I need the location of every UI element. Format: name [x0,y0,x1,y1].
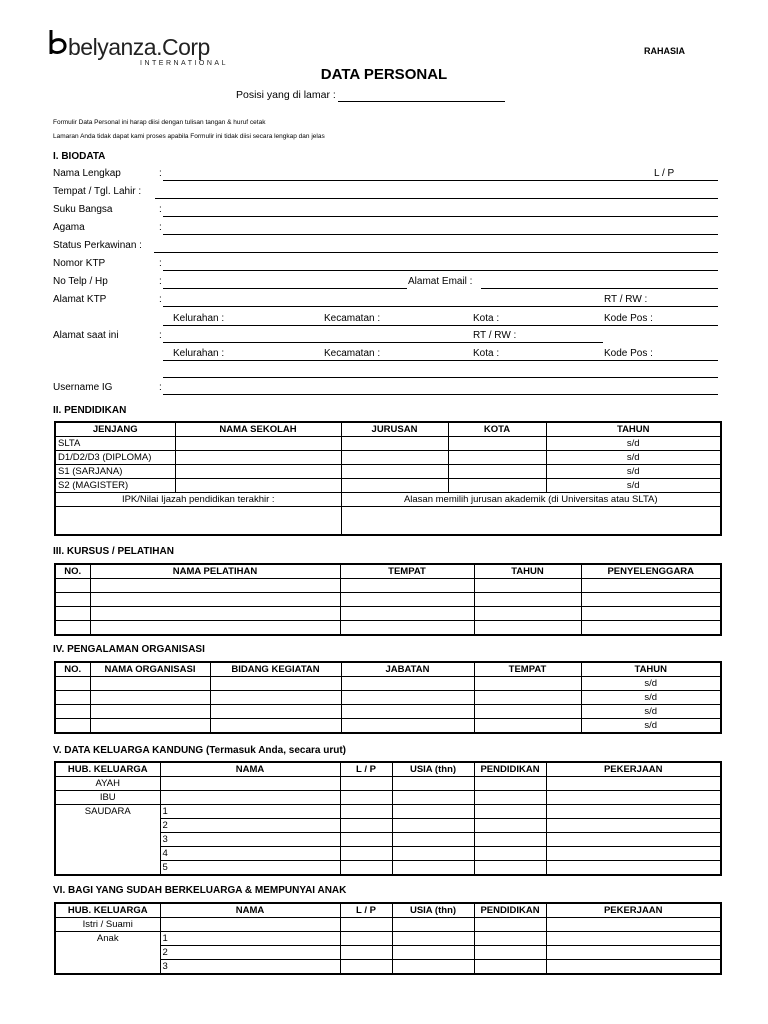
colon: : [159,382,162,393]
table-row[interactable] [55,593,721,607]
input-cell[interactable] [175,451,341,465]
colon: : [159,204,162,215]
label-ig: Username IG [53,382,113,393]
header-cell: NAMA SEKOLAH [175,422,341,437]
label-agama: Agama [53,222,85,233]
header-cell: L / P [340,762,392,777]
header-cell: PEKERJAAN [546,903,721,918]
label-kodepos: Kode Pos : [604,313,653,324]
section-biodata-title: I. BIODATA [53,151,106,162]
table-row[interactable] [55,465,721,479]
table-header-row [55,564,721,579]
row-number: 3 [160,960,340,975]
table-header-row [55,422,721,437]
relation-cell: Anak [55,932,160,975]
table-row[interactable] [55,705,721,719]
level-cell: S1 (SARJANA) [55,465,175,479]
year-cell[interactable]: s/d [546,465,721,479]
year-cell[interactable]: s/d [581,691,721,705]
table-row[interactable] [55,579,721,593]
header-cell: HUB. KELUARGA [55,762,160,777]
year-cell[interactable]: s/d [546,437,721,451]
input-ipk[interactable] [55,507,341,536]
colon: : [159,294,162,305]
label-nama: Nama Lengkap [53,168,121,179]
position-label: Posisi yang di lamar : [236,89,336,101]
input-agama[interactable] [163,234,718,235]
ipk-label: IPK/Nilai Ijazah pendidikan terakhir : [55,493,341,507]
header-cell: HUB. KELUARGA [55,903,160,918]
input-cell[interactable] [448,479,546,493]
course-table [54,563,722,636]
table-row[interactable] [55,777,721,791]
input-ktp[interactable] [163,270,718,271]
header-cell: TAHUN [546,422,721,437]
label-kecamatan: Kecamatan : [324,313,381,324]
reason-label: Alasan memilih jurusan akademik (di Universitas atau SLTA) [341,493,721,507]
header-cell: JENJANG [55,422,175,437]
input-ig[interactable] [163,394,718,395]
table-header-row [55,662,721,677]
label-kota: Kota : [473,313,500,324]
label-kelurahan-2: Kelurahan : [173,348,225,359]
input-cell[interactable] [448,437,546,451]
table-row[interactable] [55,918,721,932]
input-alamat-extra[interactable] [163,377,718,378]
input-email[interactable] [481,288,718,289]
table-row[interactable] [55,451,721,465]
input-alamat-ini[interactable] [163,342,603,343]
level-cell: S2 (MAGISTER) [55,479,175,493]
row-number: 2 [160,946,340,960]
header-cell: PENYELENGGARA [581,564,721,579]
label-ttl: Tempat / Tgl. Lahir : [53,186,142,197]
input-cell[interactable] [448,465,546,479]
input-cell[interactable] [341,479,448,493]
header-cell: NO. [55,564,90,579]
header-cell: TAHUN [474,564,581,579]
label-kodepos-2: Kode Pos : [604,348,653,359]
header-cell: USIA (thn) [392,762,474,777]
label-alamat-ktp: Alamat KTP [53,294,107,305]
row-number: 2 [160,819,340,833]
header-cell: KOTA [448,422,546,437]
input-alamat-detail[interactable] [163,360,718,361]
input-ttl[interactable] [155,198,718,199]
input-nama[interactable] [163,180,718,181]
header-cell: TAHUN [581,662,721,677]
colon: : [159,222,162,233]
input-cell[interactable] [341,451,448,465]
table-row[interactable] [55,677,721,691]
header-cell: PENDIDIKAN [474,903,546,918]
colon: : [159,258,162,269]
table-row[interactable] [55,791,721,805]
section-kursus-title: III. KURSUS / PELATIHAN [53,546,174,557]
logo-text: belyanza.Corp [68,34,210,60]
input-suku[interactable] [163,216,718,217]
row-number: 1 [160,932,340,946]
section-keluarga-title: V. DATA KELUARGA KANDUNG (Termasuk Anda, secara urut) [53,745,347,756]
relation-cell: AYAH [55,777,160,791]
header-cell: L / P [340,903,392,918]
input-alamat-ktp[interactable] [163,306,718,307]
label-kelurahan: Kelurahan : [173,313,225,324]
colon: : [159,276,162,287]
input-ktp-detail[interactable] [163,325,718,326]
label-status: Status Perkawinan : [53,240,142,251]
header-cell: NAMA [160,762,340,777]
label-lp[interactable]: L / P [654,168,675,179]
year-cell[interactable]: s/d [581,719,721,734]
table-header-row [55,762,721,777]
colon: : [159,330,162,341]
family-table [54,761,722,876]
table-row[interactable] [55,621,721,636]
input-reason[interactable] [341,507,721,536]
table-row[interactable] [55,932,721,946]
header-cell: PENDIDIKAN [474,762,546,777]
header-cell: NAMA ORGANISASI [90,662,210,677]
label-alamat-ini: Alamat saat ini [53,330,119,341]
level-cell: SLTA [55,437,175,451]
colon: : [159,168,162,179]
table-row[interactable] [55,507,721,536]
label-suku: Suku Bangsa [53,204,113,215]
input-status[interactable] [154,252,718,253]
header-cell: TEMPAT [474,662,581,677]
header-cell: PEKERJAAN [546,762,721,777]
married-table [54,902,722,975]
form-note-2: Lamaran Anda tidak dapat kami proses apabila Formulir ini tidak diisi secara lengkap dan jelas [53,133,325,140]
position-field[interactable] [338,101,505,102]
table-row[interactable] [55,691,721,705]
table-row[interactable] [55,607,721,621]
level-cell: D1/D2/D3 (DIPLOMA) [55,451,175,465]
year-cell[interactable]: s/d [581,677,721,691]
table-header-row [55,903,721,918]
label-email: Alamat Email : [408,276,473,287]
input-cell[interactable] [175,479,341,493]
section-organisasi-title: IV. PENGALAMAN ORGANISASI [53,644,205,655]
organization-table [54,661,722,734]
header-cell: NO. [55,662,90,677]
header-cell: JABATAN [341,662,474,677]
section-pendidikan-title: II. PENDIDIKAN [53,405,127,416]
header-cell: NAMA [160,903,340,918]
relation-cell: IBU [55,791,160,805]
section-berkeluarga-title: VI. BAGI YANG SUDAH BERKELUARGA & MEMPUNYAI ANAK [53,885,347,896]
logo-subtitle: INTERNATIONAL [140,60,228,67]
year-cell[interactable]: s/d [546,479,721,493]
table-row[interactable] [55,805,721,819]
label-kecamatan-2: Kecamatan : [324,348,381,359]
header-cell: TEMPAT [340,564,474,579]
label-ktp: Nomor KTP [53,258,106,269]
label-telp: No Telp / Hp [53,276,108,287]
label-rtrw-2: RT / RW : [473,330,517,341]
relation-cell: SAUDARA [55,805,160,876]
input-cell[interactable] [175,437,341,451]
row-number: 1 [160,805,340,819]
header-cell: JURUSAN [341,422,448,437]
table-row[interactable] [55,719,721,734]
form-note-1: Formulir Data Personal ini harap diisi dengan tulisan tangan & huruf cetak [53,119,266,126]
table-row[interactable] [55,479,721,493]
relation-cell: Istri / Suami [55,918,160,932]
page-title: DATA PERSONAL [320,66,448,83]
table-row [55,493,721,507]
label-kota-2: Kota : [473,348,500,359]
input-cell[interactable] [448,451,546,465]
header-cell: BIDANG KEGIATAN [210,662,341,677]
row-number: 4 [160,847,340,861]
row-number: 3 [160,833,340,847]
year-cell[interactable]: s/d [546,451,721,465]
header-cell: NAMA PELATIHAN [90,564,340,579]
education-table [54,421,722,536]
input-telp[interactable] [163,288,407,289]
header-cell: USIA (thn) [392,903,474,918]
input-cell[interactable] [341,465,448,479]
year-cell[interactable]: s/d [581,705,721,719]
input-cell[interactable] [175,465,341,479]
confidential-label: RAHASIA [644,46,686,56]
table-row[interactable] [55,437,721,451]
label-rtrw: RT / RW : [604,294,648,305]
row-number: 5 [160,861,340,876]
input-cell[interactable] [341,437,448,451]
